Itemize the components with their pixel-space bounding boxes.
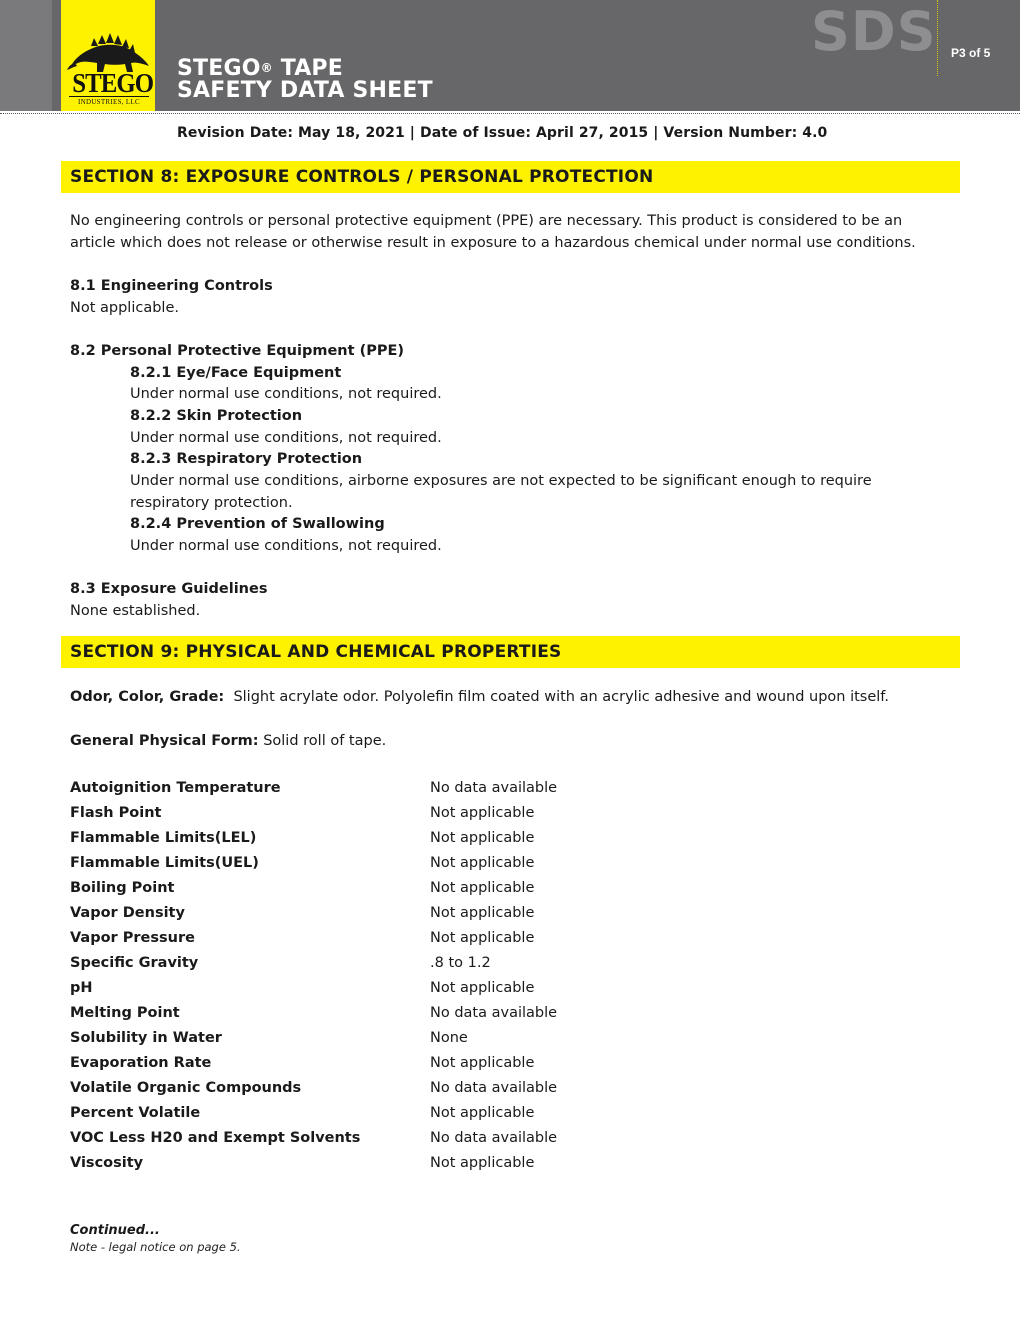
section-8-heading: SECTION 8: EXPOSURE CONTROLS / PERSONAL PROTECTION bbox=[70, 167, 654, 187]
subsection-8-2-2-text: Under normal use conditions, not required. bbox=[130, 430, 442, 446]
subsection-8-2-3-title: 8.2.3 Respiratory Protection bbox=[130, 451, 363, 467]
section-9-heading: SECTION 9: PHYSICAL AND CHEMICAL PROPERTIES bbox=[70, 642, 562, 662]
registered-mark: ® bbox=[260, 61, 273, 75]
property-label: Percent Volatile bbox=[70, 1105, 201, 1121]
section-8-intro-line-2: article which does not release or otherwise result in exposure to a hazardous chemical under normal use conditions. bbox=[70, 235, 916, 251]
header-divider bbox=[937, 0, 938, 76]
title-product: TAPE bbox=[272, 56, 343, 81]
logo-subtext: INDUSTRIES, LLC bbox=[69, 96, 149, 106]
property-label: Flammable Limits(LEL) bbox=[70, 830, 257, 846]
property-value: .8 to 1.2 bbox=[430, 955, 491, 971]
property-value: Not applicable bbox=[430, 805, 535, 821]
subsection-8-2-title: 8.2 Personal Protective Equipment (PPE) bbox=[70, 343, 405, 359]
property-value: Not applicable bbox=[430, 830, 535, 846]
sds-watermark: SDS bbox=[811, 0, 937, 63]
section-8-intro-line-1: No engineering controls or personal protective equipment (PPE) are necessary. This product is considered to be an bbox=[70, 213, 903, 229]
continued-label: Continued... bbox=[70, 1223, 160, 1238]
property-value: Not applicable bbox=[430, 930, 535, 946]
subsection-8-2-1-title: 8.2.1 Eye/Face Equipment bbox=[130, 365, 342, 381]
subsection-8-1-text: Not applicable. bbox=[70, 300, 179, 316]
property-value: Not applicable bbox=[430, 905, 535, 921]
property-label: Flash Point bbox=[70, 805, 162, 821]
page-number: P3 of 5 bbox=[951, 46, 991, 60]
property-value: Not applicable bbox=[430, 880, 535, 896]
header-band bbox=[0, 0, 1020, 111]
property-value: Not applicable bbox=[430, 980, 535, 996]
odor-text: Slight acrylate odor. Polyolefin film coated with an acrylic adhesive and wound upon itself. bbox=[233, 689, 889, 705]
property-value: No data available bbox=[430, 1080, 558, 1096]
property-value: No data available bbox=[430, 780, 558, 796]
subsection-8-2-2-title: 8.2.2 Skin Protection bbox=[130, 408, 303, 424]
subsection-8-2-4-text: Under normal use conditions, not required. bbox=[130, 538, 442, 554]
property-value: No data available bbox=[430, 1130, 558, 1146]
section-9-heading-bar bbox=[61, 636, 960, 668]
legal-note: Note - legal notice on page 5. bbox=[70, 1240, 241, 1254]
property-value: Not applicable bbox=[430, 1055, 535, 1071]
property-label: Flammable Limits(UEL) bbox=[70, 855, 259, 871]
property-label: Solubility in Water bbox=[70, 1030, 222, 1046]
property-label: Vapor Density bbox=[70, 905, 185, 921]
general-physical-form bbox=[70, 730, 386, 752]
header-dotted-rule bbox=[0, 113, 1020, 114]
property-value: Not applicable bbox=[430, 1155, 535, 1171]
property-label: Autoignition Temperature bbox=[70, 780, 281, 796]
property-label: Viscosity bbox=[70, 1155, 144, 1171]
property-value: No data available bbox=[430, 1005, 558, 1021]
property-label: VOC Less H20 and Exempt Solvents bbox=[70, 1130, 361, 1146]
form-text: Solid roll of tape. bbox=[263, 733, 387, 749]
property-label: Evaporation Rate bbox=[70, 1055, 212, 1071]
document-title bbox=[177, 58, 433, 102]
property-value: Not applicable bbox=[430, 855, 535, 871]
subsection-8-2-3-text-line-2: respiratory protection. bbox=[130, 495, 293, 511]
revision-info: Revision Date: May 18, 2021 | Date of Issue: April 27, 2015 | Version Number: 4.0 bbox=[177, 125, 828, 141]
property-value: Not applicable bbox=[430, 1105, 535, 1121]
subsection-8-1-title: 8.1 Engineering Controls bbox=[70, 278, 273, 294]
subsection-8-3-title: 8.3 Exposure Guidelines bbox=[70, 581, 268, 597]
subsection-8-2-1-text: Under normal use conditions, not required. bbox=[130, 386, 442, 402]
logo-wordmark: STEGO bbox=[72, 68, 154, 98]
title-line-1 bbox=[177, 58, 433, 80]
title-line-2: SAFETY DATA SHEET bbox=[177, 78, 433, 103]
section-8-heading-bar bbox=[61, 161, 960, 193]
odor-label: Odor, Color, Grade: bbox=[70, 689, 225, 705]
property-label: Specific Gravity bbox=[70, 955, 199, 971]
subsection-8-2-4-title: 8.2.4 Prevention of Swallowing bbox=[130, 516, 385, 532]
property-value: None bbox=[430, 1030, 468, 1046]
property-label: Boiling Point bbox=[70, 880, 175, 896]
property-label: Vapor Pressure bbox=[70, 930, 195, 946]
title-brand: STEGO bbox=[177, 56, 261, 81]
property-label: Volatile Organic Compounds bbox=[70, 1080, 302, 1096]
odor-color-grade bbox=[70, 686, 889, 708]
property-label: Melting Point bbox=[70, 1005, 180, 1021]
header-left-strip bbox=[0, 0, 52, 111]
subsection-8-3-text: None established. bbox=[70, 603, 201, 619]
property-label: pH bbox=[70, 980, 93, 996]
stego-logo bbox=[61, 0, 155, 111]
form-label: General Physical Form: bbox=[70, 733, 259, 749]
subsection-8-2-3-text-line-1: Under normal use conditions, airborne exposures are not expected to be significant enough to require bbox=[130, 473, 872, 489]
